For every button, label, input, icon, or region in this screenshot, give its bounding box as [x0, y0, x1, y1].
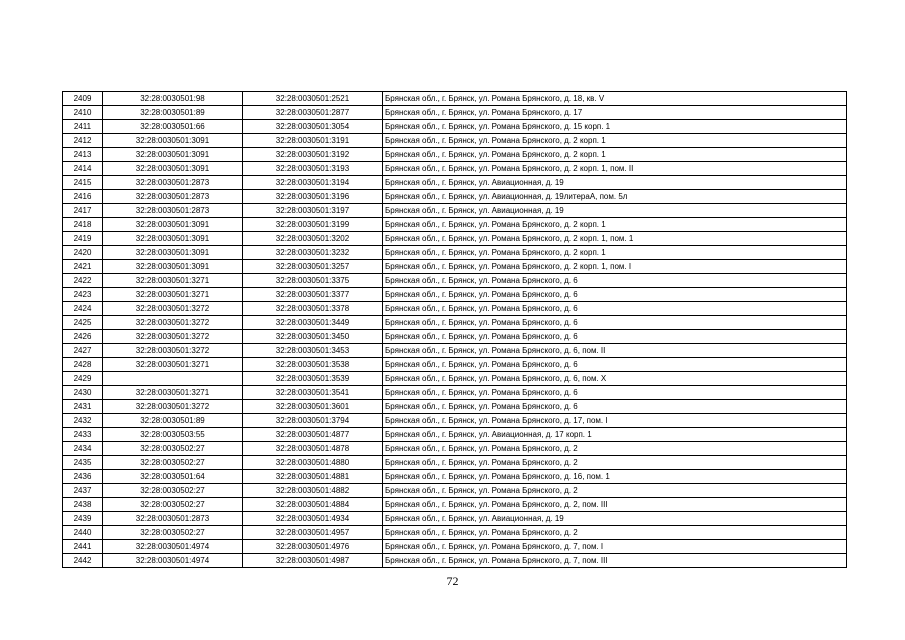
- parent-cadastral-number-cell: 32:28:0030501:4974: [103, 554, 243, 568]
- cadastral-number-cell: 32:28:0030501:2877: [243, 106, 383, 120]
- cadastral-number-cell: 32:28:0030501:4881: [243, 470, 383, 484]
- table-row: [63, 260, 847, 274]
- parent-cadastral-number-cell: [103, 372, 243, 386]
- row-number-cell: 2428: [63, 358, 103, 372]
- row-number-cell: 2427: [63, 344, 103, 358]
- cadastral-number-cell: 32:28:0030501:4976: [243, 540, 383, 554]
- address-cell: Брянская обл., г. Брянск, ул. Романа Брянского, д. 6: [383, 386, 847, 400]
- table-row: [63, 218, 847, 232]
- parent-cadastral-number-cell: 32:28:0030502:27: [103, 456, 243, 470]
- cadastral-number-cell: 32:28:0030501:3196: [243, 190, 383, 204]
- parent-cadastral-number-cell: 32:28:0030502:27: [103, 526, 243, 540]
- row-number-cell: 2441: [63, 540, 103, 554]
- row-number-cell: 2433: [63, 428, 103, 442]
- table-row: [63, 512, 847, 526]
- address-cell: Брянская обл., г. Брянск, ул. Романа Брянского, д. 6: [383, 316, 847, 330]
- address-cell: Брянская обл., г. Брянск, ул. Романа Брянского, д. 2 корп. 1: [383, 246, 847, 260]
- cadastral-number-cell: 32:28:0030501:4880: [243, 456, 383, 470]
- table-row: [63, 540, 847, 554]
- address-cell: Брянская обл., г. Брянск, ул. Романа Брянского, д. 2 корп. 1, пом. I: [383, 260, 847, 274]
- parent-cadastral-number-cell: 32:28:0030501:3091: [103, 260, 243, 274]
- row-number-cell: 2435: [63, 456, 103, 470]
- row-number-cell: 2431: [63, 400, 103, 414]
- parent-cadastral-number-cell: 32:28:0030501:3271: [103, 386, 243, 400]
- row-number-cell: 2410: [63, 106, 103, 120]
- cadastral-number-cell: 32:28:0030501:3257: [243, 260, 383, 274]
- parent-cadastral-number-cell: 32:28:0030501:66: [103, 120, 243, 134]
- row-number-cell: 2437: [63, 484, 103, 498]
- address-cell: Брянская обл., г. Брянск, ул. Романа Брянского, д. 2, пом. III: [383, 498, 847, 512]
- table-row: [63, 246, 847, 260]
- row-number-cell: 2423: [63, 288, 103, 302]
- table-row: [63, 386, 847, 400]
- cadastral-number-cell: 32:28:0030501:3375: [243, 274, 383, 288]
- address-cell: Брянская обл., г. Брянск, ул. Романа Брянского, д. 18, кв. V: [383, 92, 847, 106]
- table-row: [63, 148, 847, 162]
- parent-cadastral-number-cell: 32:28:0030502:27: [103, 484, 243, 498]
- row-number-cell: 2425: [63, 316, 103, 330]
- parent-cadastral-number-cell: 32:28:0030501:3091: [103, 162, 243, 176]
- parent-cadastral-number-cell: 32:28:0030501:89: [103, 106, 243, 120]
- cadastral-number-cell: 32:28:0030501:3194: [243, 176, 383, 190]
- cadastral-number-cell: 32:28:0030501:4957: [243, 526, 383, 540]
- parent-cadastral-number-cell: 32:28:0030501:3091: [103, 232, 243, 246]
- address-cell: Брянская обл., г. Брянск, ул. Романа Брянского, д. 6: [383, 302, 847, 316]
- row-number-cell: 2409: [63, 92, 103, 106]
- row-number-cell: 2415: [63, 176, 103, 190]
- table-row: [63, 190, 847, 204]
- table-row: [63, 470, 847, 484]
- parent-cadastral-number-cell: 32:28:0030501:3272: [103, 316, 243, 330]
- cadastral-number-cell: 32:28:0030501:4934: [243, 512, 383, 526]
- address-cell: Брянская обл., г. Брянск, ул. Романа Брянского, д. 6: [383, 400, 847, 414]
- address-cell: Брянская обл., г. Брянск, ул. Романа Брянского, д. 2 корп. 1, пом. II: [383, 162, 847, 176]
- cadastral-number-cell: 32:28:0030501:3449: [243, 316, 383, 330]
- cadastral-number-cell: 32:28:0030501:3232: [243, 246, 383, 260]
- cadastral-number-cell: 32:28:0030501:3054: [243, 120, 383, 134]
- table-row: [63, 456, 847, 470]
- parent-cadastral-number-cell: 32:28:0030501:3091: [103, 134, 243, 148]
- address-cell: Брянская обл., г. Брянск, ул. Авиационная, д. 19литераА, пом. 5л: [383, 190, 847, 204]
- parent-cadastral-number-cell: 32:28:0030501:4974: [103, 540, 243, 554]
- address-cell: Брянская обл., г. Брянск, ул. Романа Брянского, д. 6: [383, 274, 847, 288]
- table-row: [63, 162, 847, 176]
- cadastral-number-cell: 32:28:0030501:3199: [243, 218, 383, 232]
- cadastral-number-cell: 32:28:0030501:3450: [243, 330, 383, 344]
- table-row: [63, 92, 847, 106]
- cadastral-number-cell: 32:28:0030501:4987: [243, 554, 383, 568]
- cadastral-number-cell: 32:28:0030501:3378: [243, 302, 383, 316]
- table-row: [63, 498, 847, 512]
- address-cell: Брянская обл., г. Брянск, ул. Романа Брянского, д. 2: [383, 442, 847, 456]
- address-cell: Брянская обл., г. Брянск, ул. Авиационная, д. 19: [383, 512, 847, 526]
- table-row: [63, 204, 847, 218]
- table-row: [63, 554, 847, 568]
- table-row: [63, 526, 847, 540]
- parent-cadastral-number-cell: 32:28:0030501:98: [103, 92, 243, 106]
- row-number-cell: 2414: [63, 162, 103, 176]
- row-number-cell: 2424: [63, 302, 103, 316]
- row-number-cell: 2421: [63, 260, 103, 274]
- parent-cadastral-number-cell: 32:28:0030501:3271: [103, 358, 243, 372]
- table-row: [63, 372, 847, 386]
- row-number-cell: 2418: [63, 218, 103, 232]
- cadastral-number-cell: 32:28:0030501:3794: [243, 414, 383, 428]
- property-registry-table: [62, 91, 847, 568]
- parent-cadastral-number-cell: 32:28:0030501:2873: [103, 190, 243, 204]
- parent-cadastral-number-cell: 32:28:0030501:3091: [103, 148, 243, 162]
- row-number-cell: 2429: [63, 372, 103, 386]
- table-row: [63, 344, 847, 358]
- table-row: [63, 442, 847, 456]
- table-row: [63, 484, 847, 498]
- parent-cadastral-number-cell: 32:28:0030502:27: [103, 442, 243, 456]
- address-cell: Брянская обл., г. Брянск, ул. Романа Брянского, д. 2 корп. 1: [383, 134, 847, 148]
- cadastral-number-cell: 32:28:0030501:3541: [243, 386, 383, 400]
- row-number-cell: 2430: [63, 386, 103, 400]
- parent-cadastral-number-cell: 32:28:0030501:2873: [103, 176, 243, 190]
- table-row: [63, 400, 847, 414]
- page-number: 72: [446, 574, 459, 588]
- parent-cadastral-number-cell: 32:28:0030501:3091: [103, 246, 243, 260]
- address-cell: Брянская обл., г. Брянск, ул. Романа Брянского, д. 2 корп. 1: [383, 148, 847, 162]
- address-cell: Брянская обл., г. Брянск, ул. Романа Брянского, д. 2: [383, 526, 847, 540]
- table-row: [63, 120, 847, 134]
- address-cell: Брянская обл., г. Брянск, ул. Романа Брянского, д. 6: [383, 330, 847, 344]
- address-cell: Брянская обл., г. Брянск, ул. Авиационная, д. 17 корп. 1: [383, 428, 847, 442]
- parent-cadastral-number-cell: 32:28:0030502:27: [103, 498, 243, 512]
- table-row: [63, 302, 847, 316]
- address-cell: Брянская обл., г. Брянск, ул. Романа Брянского, д. 16, пом. 1: [383, 470, 847, 484]
- row-number-cell: 2438: [63, 498, 103, 512]
- cadastral-number-cell: 32:28:0030501:3377: [243, 288, 383, 302]
- parent-cadastral-number-cell: 32:28:0030501:3272: [103, 302, 243, 316]
- cadastral-number-cell: 32:28:0030501:2521: [243, 92, 383, 106]
- address-cell: Брянская обл., г. Брянск, ул. Романа Брянского, д. 7, пом. III: [383, 554, 847, 568]
- address-cell: Брянская обл., г. Брянск, ул. Романа Брянского, д. 17, пом. I: [383, 414, 847, 428]
- table-row: [63, 106, 847, 120]
- parent-cadastral-number-cell: 32:28:0030501:3272: [103, 330, 243, 344]
- parent-cadastral-number-cell: 32:28:0030501:3272: [103, 344, 243, 358]
- row-number-cell: 2439: [63, 512, 103, 526]
- cadastral-number-cell: 32:28:0030501:4878: [243, 442, 383, 456]
- table-row: [63, 232, 847, 246]
- row-number-cell: 2411: [63, 120, 103, 134]
- row-number-cell: 2436: [63, 470, 103, 484]
- table-row: [63, 274, 847, 288]
- parent-cadastral-number-cell: 32:28:0030501:2873: [103, 204, 243, 218]
- table-row: [63, 288, 847, 302]
- address-cell: Брянская обл., г. Брянск, ул. Романа Брянского, д. 6, пом. X: [383, 372, 847, 386]
- table-row: [63, 316, 847, 330]
- cadastral-number-cell: 32:28:0030501:3601: [243, 400, 383, 414]
- address-cell: Брянская обл., г. Брянск, ул. Романа Брянского, д. 2 корп. 1, пом. 1: [383, 232, 847, 246]
- address-cell: Брянская обл., г. Брянск, ул. Романа Брянского, д. 2: [383, 456, 847, 470]
- address-cell: Брянская обл., г. Брянск, ул. Романа Брянского, д. 15 корп. 1: [383, 120, 847, 134]
- row-number-cell: 2442: [63, 554, 103, 568]
- row-number-cell: 2440: [63, 526, 103, 540]
- parent-cadastral-number-cell: 32:28:0030501:3272: [103, 400, 243, 414]
- cadastral-number-cell: 32:28:0030501:4877: [243, 428, 383, 442]
- cadastral-number-cell: 32:28:0030501:3202: [243, 232, 383, 246]
- row-number-cell: 2422: [63, 274, 103, 288]
- parent-cadastral-number-cell: 32:28:0030501:3271: [103, 288, 243, 302]
- cadastral-number-cell: 32:28:0030501:4884: [243, 498, 383, 512]
- address-cell: Брянская обл., г. Брянск, ул. Романа Брянского, д. 6: [383, 358, 847, 372]
- parent-cadastral-number-cell: 32:28:0030501:89: [103, 414, 243, 428]
- address-cell: Брянская обл., г. Брянск, ул. Авиационная, д. 19: [383, 204, 847, 218]
- row-number-cell: 2417: [63, 204, 103, 218]
- parent-cadastral-number-cell: 32:28:0030501:64: [103, 470, 243, 484]
- address-cell: Брянская обл., г. Брянск, ул. Романа Брянского, д. 6, пом. II: [383, 344, 847, 358]
- table-row: [63, 414, 847, 428]
- cadastral-number-cell: 32:28:0030501:3191: [243, 134, 383, 148]
- cadastral-number-cell: 32:28:0030501:3538: [243, 358, 383, 372]
- table-row: [63, 428, 847, 442]
- row-number-cell: 2432: [63, 414, 103, 428]
- row-number-cell: 2416: [63, 190, 103, 204]
- row-number-cell: 2420: [63, 246, 103, 260]
- parent-cadastral-number-cell: 32:28:0030501:3091: [103, 218, 243, 232]
- cadastral-number-cell: 32:28:0030501:3193: [243, 162, 383, 176]
- parent-cadastral-number-cell: 32:28:0030501:2873: [103, 512, 243, 526]
- table-row: [63, 358, 847, 372]
- row-number-cell: 2413: [63, 148, 103, 162]
- address-cell: Брянская обл., г. Брянск, ул. Авиационная, д. 19: [383, 176, 847, 190]
- row-number-cell: 2412: [63, 134, 103, 148]
- row-number-cell: 2419: [63, 232, 103, 246]
- address-cell: Брянская обл., г. Брянск, ул. Романа Брянского, д. 17: [383, 106, 847, 120]
- cadastral-number-cell: 32:28:0030501:3539: [243, 372, 383, 386]
- row-number-cell: 2426: [63, 330, 103, 344]
- address-cell: Брянская обл., г. Брянск, ул. Романа Брянского, д. 6: [383, 288, 847, 302]
- address-cell: Брянская обл., г. Брянск, ул. Романа Брянского, д. 7, пом. I: [383, 540, 847, 554]
- table-row: [63, 330, 847, 344]
- table-row: [63, 176, 847, 190]
- parent-cadastral-number-cell: 32:28:0030501:3271: [103, 274, 243, 288]
- row-number-cell: 2434: [63, 442, 103, 456]
- address-cell: Брянская обл., г. Брянск, ул. Романа Брянского, д. 2 корп. 1: [383, 218, 847, 232]
- cadastral-number-cell: 32:28:0030501:4882: [243, 484, 383, 498]
- cadastral-number-cell: 32:28:0030501:3192: [243, 148, 383, 162]
- address-cell: Брянская обл., г. Брянск, ул. Романа Брянского, д. 2: [383, 484, 847, 498]
- parent-cadastral-number-cell: 32:28:0030503:55: [103, 428, 243, 442]
- cadastral-number-cell: 32:28:0030501:3197: [243, 204, 383, 218]
- cadastral-number-cell: 32:28:0030501:3453: [243, 344, 383, 358]
- table-row: [63, 134, 847, 148]
- table-body: [63, 92, 847, 568]
